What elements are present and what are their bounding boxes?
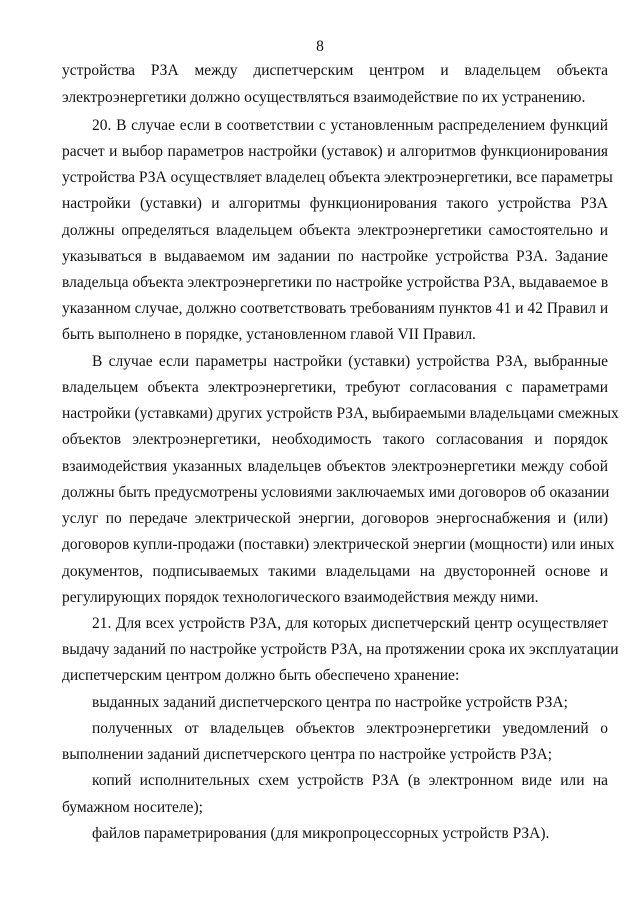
text-line: 20. В случае если в соответствии с установленным распределением функций [92, 117, 608, 134]
text-line: полученных от владельцев объектов электроэнергетики уведомлений о [92, 720, 608, 737]
text-line: взаимодействия указанных владельцев объектов электроэнергетики между собой [62, 458, 608, 475]
text-line: В случае если параметры настройки (уставки) устройства РЗА, выбранные [92, 353, 608, 370]
text-line: 21. Для всех устройств РЗА, для которых диспетчерский центр осуществляет [92, 615, 608, 632]
text-line: владельца объекта электроэнергетики по настройке устройства РЗА, выдаваемое в [62, 274, 609, 291]
text-line: объектов электроэнергетики, необходимость такого согласования и порядок [62, 431, 608, 448]
text-line: должны определяться владельцем объекта электроэнергетики самостоятельно и [62, 222, 608, 239]
text-line: регулирующих порядок технологического взаимодействия между ними. [62, 589, 539, 606]
text-line: файлов параметрирования (для микропроцессорных устройств РЗА). [92, 825, 550, 842]
text-line: указываться в выдаваемом им задании по настройке устройства РЗА. Задание [62, 248, 608, 265]
text-line: бумажном носителе); [62, 799, 203, 816]
page-number: 8 [316, 38, 324, 55]
text-line: владельцем объекта электроэнергетики, требуют согласования с параметрами [62, 379, 608, 396]
text-line: договоров купли-продажи (поставки) электрической энергии (мощности) или иных [62, 536, 615, 553]
text-line: электроэнергетики должно осуществляться взаимодействие по их устранению. [62, 89, 586, 106]
text-line: должны быть предусмотрены условиями заключаемых ими договоров об оказании [62, 484, 610, 501]
text-line: быть выполнено в порядке, установленном главой VII Правил. [62, 326, 476, 343]
text-line: диспетчерским центром должно быть обеспечено хранение: [62, 667, 460, 684]
text-line: документов, подписываемых такими владельцами на двусторонней основе и [62, 563, 608, 580]
text-line: настройки (уставки) и алгоритмы функционирования такого устройства РЗА [62, 195, 608, 212]
text-line: выполнении заданий диспетчерского центра по настройке устройств РЗА; [62, 746, 553, 763]
text-line: устройства РЗА между диспетчерским центром и владельцем объекта [62, 62, 608, 79]
text-line: расчет и выбор параметров настройки (уставок) и алгоритмов функционирования [62, 143, 608, 160]
text-line: устройства РЗА осуществляет владелец объекта электроэнергетики, все параметры [62, 169, 613, 186]
text-line: копий исполнительных схем устройств РЗА (в электронном виде или на [92, 772, 608, 789]
text-line: указанном случае, должно соответствовать требованиям пунктов 41 и 42 Правил и [62, 300, 609, 317]
text-line: настройки (уставками) других устройств РЗА, выбираемыми владельцами смежных [62, 405, 619, 422]
text-line: выданных заданий диспетчерского центра по настройке устройств РЗА; [92, 694, 568, 711]
text-line: выдачу заданий по настройке устройств РЗА, на протяжении срока их эксплуатации [62, 641, 619, 658]
text-line: услуг по передаче электрической энергии, договоров энергоснабжения и (или) [62, 510, 608, 527]
